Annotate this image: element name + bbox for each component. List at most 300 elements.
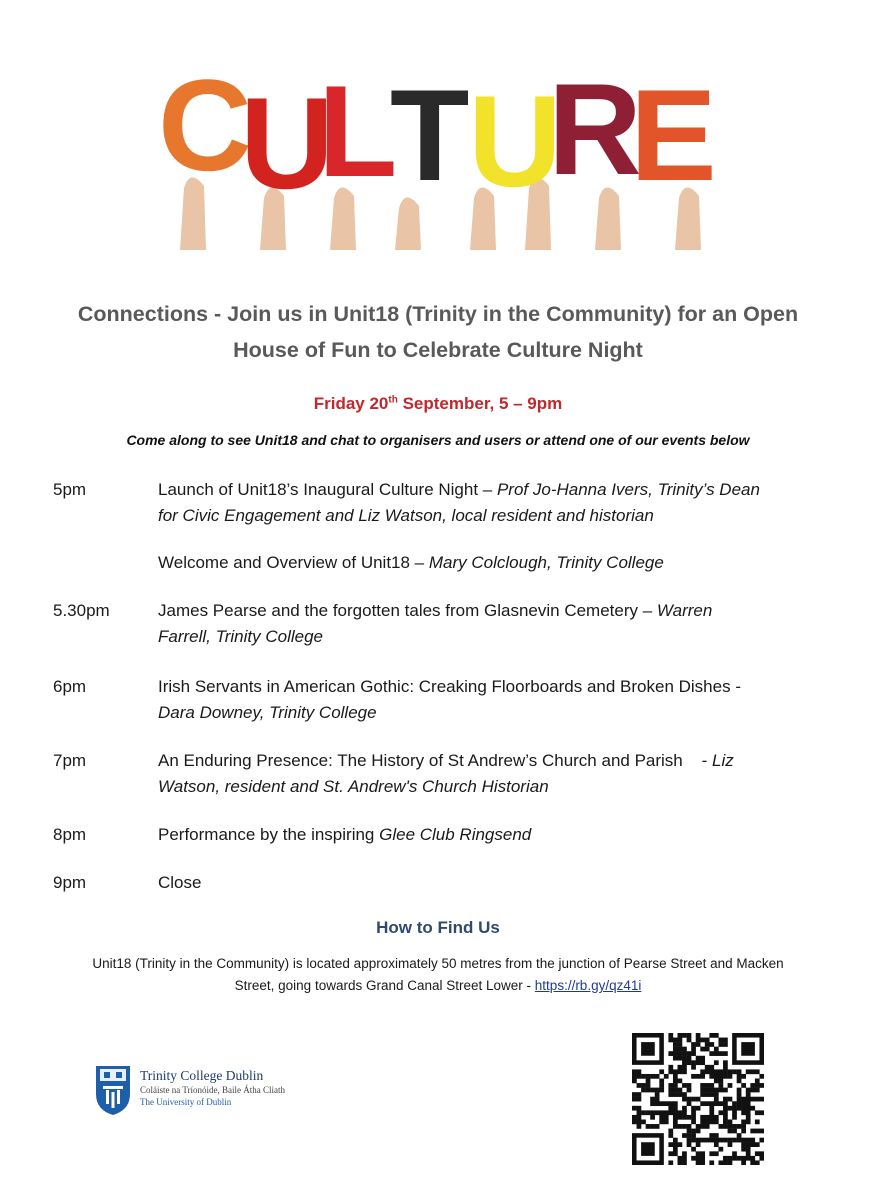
qr-module bbox=[637, 1110, 642, 1115]
schedule-time: 6pm bbox=[53, 677, 87, 696]
qr-module bbox=[632, 1119, 637, 1124]
schedule-description bbox=[158, 550, 838, 576]
qr-module bbox=[750, 1097, 755, 1102]
qr-module bbox=[691, 1147, 696, 1152]
qr-module bbox=[650, 1110, 655, 1115]
qr-module bbox=[673, 1069, 678, 1074]
qr-module bbox=[732, 1110, 737, 1115]
qr-module bbox=[678, 1033, 683, 1038]
qr-module bbox=[705, 1088, 710, 1093]
qr-module bbox=[678, 1142, 683, 1147]
qr-module bbox=[696, 1142, 701, 1147]
culture-letter: T bbox=[390, 62, 470, 208]
qr-module bbox=[714, 1115, 719, 1120]
qr-module bbox=[709, 1074, 714, 1079]
qr-module bbox=[682, 1106, 687, 1111]
qr-module bbox=[687, 1088, 692, 1093]
qr-module bbox=[691, 1060, 696, 1065]
qr-module bbox=[691, 1138, 696, 1143]
qr-module bbox=[705, 1069, 710, 1074]
qr-module bbox=[741, 1142, 746, 1147]
qr-module bbox=[709, 1042, 714, 1047]
qr-module bbox=[705, 1038, 710, 1043]
qr-module bbox=[737, 1097, 742, 1102]
qr-module bbox=[737, 1069, 742, 1074]
qr-module bbox=[755, 1142, 760, 1147]
qr-module bbox=[668, 1069, 673, 1074]
qr-module bbox=[728, 1106, 733, 1111]
schedule-description bbox=[158, 598, 838, 650]
qr-module bbox=[682, 1151, 687, 1156]
qr-module bbox=[696, 1097, 701, 1102]
qr-module bbox=[709, 1110, 714, 1115]
qr-module bbox=[700, 1060, 705, 1065]
qr-module bbox=[659, 1115, 664, 1120]
qr-module bbox=[673, 1074, 678, 1079]
qr-module bbox=[696, 1074, 701, 1079]
qr-module bbox=[723, 1160, 728, 1165]
schedule-time: 9pm bbox=[53, 873, 87, 892]
qr-module bbox=[755, 1110, 760, 1115]
schedule-description bbox=[158, 822, 838, 848]
qr-module bbox=[655, 1074, 660, 1079]
qr-module bbox=[637, 1092, 642, 1097]
qr-module bbox=[709, 1069, 714, 1074]
qr-module bbox=[741, 1129, 746, 1134]
qr-module bbox=[696, 1156, 701, 1161]
qr-module bbox=[678, 1069, 683, 1074]
qr-module bbox=[741, 1147, 746, 1152]
qr-code[interactable] bbox=[632, 1033, 764, 1165]
qr-module bbox=[659, 1101, 664, 1106]
event-title: Welcome and Overview of Unit18 – bbox=[158, 553, 429, 572]
qr-module bbox=[678, 1110, 683, 1115]
qr-module bbox=[750, 1156, 755, 1161]
qr-module bbox=[696, 1138, 701, 1143]
qr-module bbox=[687, 1033, 692, 1038]
qr-module bbox=[673, 1151, 678, 1156]
qr-module bbox=[637, 1097, 642, 1102]
qr-module bbox=[673, 1106, 678, 1111]
qr-module bbox=[691, 1129, 696, 1134]
event-speaker: Farrell, Trinity College bbox=[158, 627, 324, 646]
qr-module bbox=[678, 1042, 683, 1047]
qr-module bbox=[700, 1083, 705, 1088]
qr-module bbox=[687, 1138, 692, 1143]
qr-module bbox=[687, 1133, 692, 1138]
qr-module bbox=[732, 1156, 737, 1161]
qr-finder bbox=[641, 1042, 655, 1056]
qr-module bbox=[641, 1119, 646, 1124]
qr-module bbox=[709, 1151, 714, 1156]
qr-module bbox=[750, 1160, 755, 1165]
qr-module bbox=[741, 1106, 746, 1111]
qr-module bbox=[700, 1115, 705, 1120]
qr-module bbox=[750, 1129, 755, 1134]
qr-module bbox=[732, 1138, 737, 1143]
qr-module bbox=[655, 1097, 660, 1102]
qr-module bbox=[637, 1069, 642, 1074]
qr-module bbox=[632, 1106, 637, 1111]
qr-module bbox=[673, 1092, 678, 1097]
qr-module bbox=[678, 1124, 683, 1129]
qr-module bbox=[718, 1038, 723, 1043]
qr-module bbox=[714, 1033, 719, 1038]
qr-module bbox=[709, 1160, 714, 1165]
qr-module bbox=[709, 1119, 714, 1124]
qr-module bbox=[668, 1142, 673, 1147]
qr-module bbox=[723, 1106, 728, 1111]
qr-module bbox=[678, 1079, 683, 1084]
qr-module bbox=[632, 1069, 637, 1074]
qr-module bbox=[691, 1106, 696, 1111]
qr-module bbox=[718, 1051, 723, 1056]
qr-module bbox=[750, 1106, 755, 1111]
qr-module bbox=[746, 1101, 751, 1106]
qr-module bbox=[732, 1101, 737, 1106]
schedule-time: 5pm bbox=[53, 480, 87, 499]
event-date bbox=[0, 394, 876, 414]
qr-module bbox=[641, 1074, 646, 1079]
event-title: Irish Servants in American Gothic: Creaking Floorboards and Broken Dishes - bbox=[158, 677, 741, 696]
qr-module bbox=[678, 1156, 683, 1161]
qr-module bbox=[678, 1038, 683, 1043]
qr-module bbox=[746, 1142, 751, 1147]
qr-module bbox=[737, 1106, 742, 1111]
qr-module bbox=[718, 1110, 723, 1115]
qr-module bbox=[632, 1115, 637, 1120]
qr-module bbox=[650, 1074, 655, 1079]
event-title: Launch of Unit18’s Inaugural Culture Night – bbox=[158, 480, 497, 499]
qr-module bbox=[668, 1106, 673, 1111]
logo-subtitle: The University of Dublin bbox=[140, 1097, 232, 1107]
qr-module bbox=[646, 1083, 651, 1088]
qr-module bbox=[650, 1124, 655, 1129]
qr-module bbox=[687, 1101, 692, 1106]
qr-module bbox=[687, 1142, 692, 1147]
qr-module bbox=[691, 1110, 696, 1115]
qr-module bbox=[655, 1101, 660, 1106]
qr-module bbox=[746, 1097, 751, 1102]
qr-module bbox=[755, 1097, 760, 1102]
qr-module bbox=[709, 1092, 714, 1097]
event-title: Close bbox=[158, 873, 202, 892]
qr-module bbox=[682, 1133, 687, 1138]
qr-module bbox=[682, 1110, 687, 1115]
find-us-text bbox=[40, 953, 836, 997]
qr-module bbox=[646, 1088, 651, 1093]
culture-letter: U bbox=[240, 70, 334, 216]
qr-module bbox=[741, 1083, 746, 1088]
qr-module bbox=[755, 1129, 760, 1134]
qr-module bbox=[673, 1138, 678, 1143]
qr-module bbox=[696, 1060, 701, 1065]
map-link[interactable]: https://rb.gy/qz41i bbox=[534, 978, 642, 993]
qr-module bbox=[705, 1124, 710, 1129]
qr-module bbox=[709, 1033, 714, 1038]
schedule-description bbox=[158, 674, 838, 726]
qr-module bbox=[714, 1133, 719, 1138]
qr-module bbox=[700, 1092, 705, 1097]
qr-module bbox=[728, 1083, 733, 1088]
qr-module bbox=[682, 1065, 687, 1070]
qr-module bbox=[741, 1110, 746, 1115]
qr-module bbox=[741, 1101, 746, 1106]
qr-module bbox=[723, 1051, 728, 1056]
qr-module bbox=[714, 1092, 719, 1097]
qr-module bbox=[728, 1138, 733, 1143]
qr-module bbox=[668, 1092, 673, 1097]
qr-module bbox=[737, 1088, 742, 1093]
culture-letter: U bbox=[468, 68, 562, 214]
qr-module bbox=[664, 1115, 669, 1120]
culture-banner bbox=[150, 28, 730, 250]
schedule-description bbox=[158, 870, 838, 896]
qr-module bbox=[678, 1088, 683, 1093]
find-us-heading: How to Find Us bbox=[376, 918, 500, 937]
qr-module bbox=[741, 1124, 746, 1129]
qr-finder bbox=[641, 1142, 655, 1156]
logo-name: Trinity College Dublin bbox=[140, 1068, 264, 1083]
qr-module bbox=[696, 1042, 701, 1047]
qr-module bbox=[728, 1129, 733, 1134]
qr-module bbox=[714, 1142, 719, 1147]
qr-module bbox=[696, 1124, 701, 1129]
qr-module bbox=[682, 1051, 687, 1056]
schedule-time: 7pm bbox=[53, 751, 87, 770]
qr-module bbox=[723, 1069, 728, 1074]
qr-module bbox=[641, 1110, 646, 1115]
qr-module bbox=[646, 1079, 651, 1084]
qr-module bbox=[709, 1115, 714, 1120]
qr-module bbox=[737, 1074, 742, 1079]
qr-module bbox=[696, 1033, 701, 1038]
qr-module bbox=[737, 1079, 742, 1084]
qr-module bbox=[700, 1124, 705, 1129]
qr-module bbox=[668, 1160, 673, 1165]
qr-module bbox=[668, 1129, 673, 1134]
qr-module bbox=[678, 1056, 683, 1061]
qr-module bbox=[700, 1056, 705, 1061]
event-speaker: Watson, resident and St. Andrew's Church Historian bbox=[158, 777, 549, 796]
qr-module bbox=[678, 1047, 683, 1052]
intro-text: Come along to see Unit18 and chat to organisers and users or attend one of our events below bbox=[126, 432, 750, 448]
qr-module bbox=[637, 1106, 642, 1111]
qr-module bbox=[673, 1110, 678, 1115]
qr-module bbox=[691, 1065, 696, 1070]
qr-module bbox=[668, 1033, 673, 1038]
schedule-description bbox=[158, 477, 838, 529]
qr-module bbox=[746, 1115, 751, 1120]
qr-module bbox=[755, 1079, 760, 1084]
qr-module bbox=[637, 1119, 642, 1124]
heading-line-1: Connections - Join us in Unit18 (Trinity in the Community) for an Open bbox=[77, 302, 799, 326]
qr-module bbox=[750, 1088, 755, 1093]
qr-module bbox=[709, 1101, 714, 1106]
qr-module bbox=[678, 1065, 683, 1070]
qr-module bbox=[673, 1115, 678, 1120]
qr-module bbox=[687, 1097, 692, 1102]
qr-module bbox=[750, 1138, 755, 1143]
qr-module bbox=[691, 1042, 696, 1047]
qr-module bbox=[700, 1074, 705, 1079]
qr-module bbox=[646, 1074, 651, 1079]
qr-module bbox=[696, 1106, 701, 1111]
qr-module bbox=[637, 1074, 642, 1079]
qr-module bbox=[691, 1156, 696, 1161]
qr-module bbox=[709, 1133, 714, 1138]
qr-module bbox=[755, 1083, 760, 1088]
qr-module bbox=[723, 1101, 728, 1106]
qr-module bbox=[705, 1115, 710, 1120]
date-rest: September, 5 – 9pm bbox=[397, 394, 563, 413]
location-line-1: Unit18 (Trinity in the Community) is located approximately 50 metres from the junction of Pearse Street and Macken bbox=[92, 956, 784, 971]
event-speaker: Dara Downey, Trinity College bbox=[158, 703, 377, 722]
qr-module bbox=[714, 1079, 719, 1084]
event-title: Performance by the inspiring bbox=[158, 825, 380, 844]
qr-module bbox=[718, 1101, 723, 1106]
qr-module bbox=[687, 1051, 692, 1056]
qr-module bbox=[705, 1065, 710, 1070]
qr-module bbox=[682, 1060, 687, 1065]
qr-module bbox=[700, 1038, 705, 1043]
qr-module bbox=[759, 1097, 764, 1102]
qr-module bbox=[668, 1151, 673, 1156]
date-suffix: th bbox=[388, 394, 398, 406]
qr-module bbox=[682, 1083, 687, 1088]
qr-module bbox=[696, 1160, 701, 1165]
qr-module bbox=[655, 1088, 660, 1093]
qr-module bbox=[637, 1083, 642, 1088]
qr-module bbox=[714, 1101, 719, 1106]
qr-module bbox=[705, 1092, 710, 1097]
qr-module bbox=[737, 1133, 742, 1138]
event-speaker: for Civic Engagement and Liz Watson, local resident and historian bbox=[158, 506, 654, 525]
culture-letter: L bbox=[318, 58, 398, 204]
qr-module bbox=[732, 1106, 737, 1111]
qr-module bbox=[737, 1124, 742, 1129]
qr-module bbox=[705, 1083, 710, 1088]
qr-module bbox=[723, 1119, 728, 1124]
page-heading bbox=[30, 296, 846, 368]
qr-module bbox=[664, 1110, 669, 1115]
qr-module bbox=[723, 1110, 728, 1115]
qr-module bbox=[682, 1056, 687, 1061]
qr-module bbox=[709, 1106, 714, 1111]
qr-module bbox=[655, 1110, 660, 1115]
qr-module bbox=[723, 1124, 728, 1129]
qr-module bbox=[732, 1069, 737, 1074]
qr-module bbox=[682, 1097, 687, 1102]
qr-module bbox=[687, 1038, 692, 1043]
qr-module bbox=[728, 1074, 733, 1079]
qr-module bbox=[682, 1069, 687, 1074]
qr-module bbox=[632, 1097, 637, 1102]
qr-module bbox=[673, 1047, 678, 1052]
qr-module bbox=[673, 1051, 678, 1056]
qr-module bbox=[687, 1115, 692, 1120]
qr-module bbox=[632, 1074, 637, 1079]
qr-module bbox=[723, 1065, 728, 1070]
qr-module bbox=[723, 1138, 728, 1143]
qr-module bbox=[723, 1115, 728, 1120]
qr-module bbox=[668, 1051, 673, 1056]
qr-module bbox=[655, 1124, 660, 1129]
qr-module bbox=[714, 1074, 719, 1079]
qr-module bbox=[659, 1119, 664, 1124]
qr-module bbox=[682, 1033, 687, 1038]
qr-module bbox=[673, 1119, 678, 1124]
qr-module bbox=[746, 1106, 751, 1111]
qr-module bbox=[741, 1119, 746, 1124]
qr-module bbox=[718, 1074, 723, 1079]
qr-module bbox=[723, 1042, 728, 1047]
qr-module bbox=[728, 1160, 733, 1165]
qr-module bbox=[673, 1042, 678, 1047]
qr-module bbox=[682, 1092, 687, 1097]
qr-module bbox=[641, 1088, 646, 1093]
qr-module bbox=[678, 1051, 683, 1056]
event-speaker: Mary Colclough, Trinity College bbox=[428, 553, 664, 572]
qr-module bbox=[732, 1129, 737, 1134]
qr-module bbox=[718, 1069, 723, 1074]
qr-module bbox=[759, 1083, 764, 1088]
qr-module bbox=[746, 1138, 751, 1143]
qr-module bbox=[678, 1115, 683, 1120]
qr-module bbox=[728, 1156, 733, 1161]
qr-module bbox=[718, 1124, 723, 1129]
qr-module bbox=[714, 1151, 719, 1156]
qr-module bbox=[705, 1042, 710, 1047]
qr-module bbox=[673, 1142, 678, 1147]
qr-module bbox=[709, 1088, 714, 1093]
qr-module bbox=[755, 1088, 760, 1093]
qr-module bbox=[696, 1038, 701, 1043]
qr-module bbox=[700, 1047, 705, 1052]
qr-module bbox=[668, 1065, 673, 1070]
qr-module bbox=[700, 1088, 705, 1093]
qr-module bbox=[668, 1110, 673, 1115]
qr-module bbox=[691, 1133, 696, 1138]
qr-module bbox=[673, 1147, 678, 1152]
qr-module bbox=[696, 1151, 701, 1156]
qr-module bbox=[732, 1124, 737, 1129]
qr-module bbox=[700, 1119, 705, 1124]
qr-module bbox=[673, 1124, 678, 1129]
qr-module bbox=[755, 1160, 760, 1165]
qr-module bbox=[687, 1056, 692, 1061]
qr-module bbox=[741, 1156, 746, 1161]
qr-module bbox=[650, 1115, 655, 1120]
qr-module bbox=[700, 1101, 705, 1106]
qr-module bbox=[646, 1124, 651, 1129]
qr-module bbox=[700, 1151, 705, 1156]
qr-module bbox=[718, 1138, 723, 1143]
event-title: An Enduring Presence: The History of St Andrew’s Church and Parish - bbox=[158, 751, 713, 770]
qr-module bbox=[691, 1047, 696, 1052]
qr-module bbox=[682, 1156, 687, 1161]
qr-module bbox=[673, 1056, 678, 1061]
qr-module bbox=[714, 1119, 719, 1124]
qr-module bbox=[682, 1124, 687, 1129]
culture-letter: R bbox=[548, 56, 642, 202]
qr-module bbox=[691, 1115, 696, 1120]
qr-module bbox=[759, 1138, 764, 1143]
qr-module bbox=[741, 1097, 746, 1102]
qr-module bbox=[696, 1056, 701, 1061]
date-day: Friday 20 bbox=[313, 394, 389, 413]
qr-module bbox=[659, 1088, 664, 1093]
